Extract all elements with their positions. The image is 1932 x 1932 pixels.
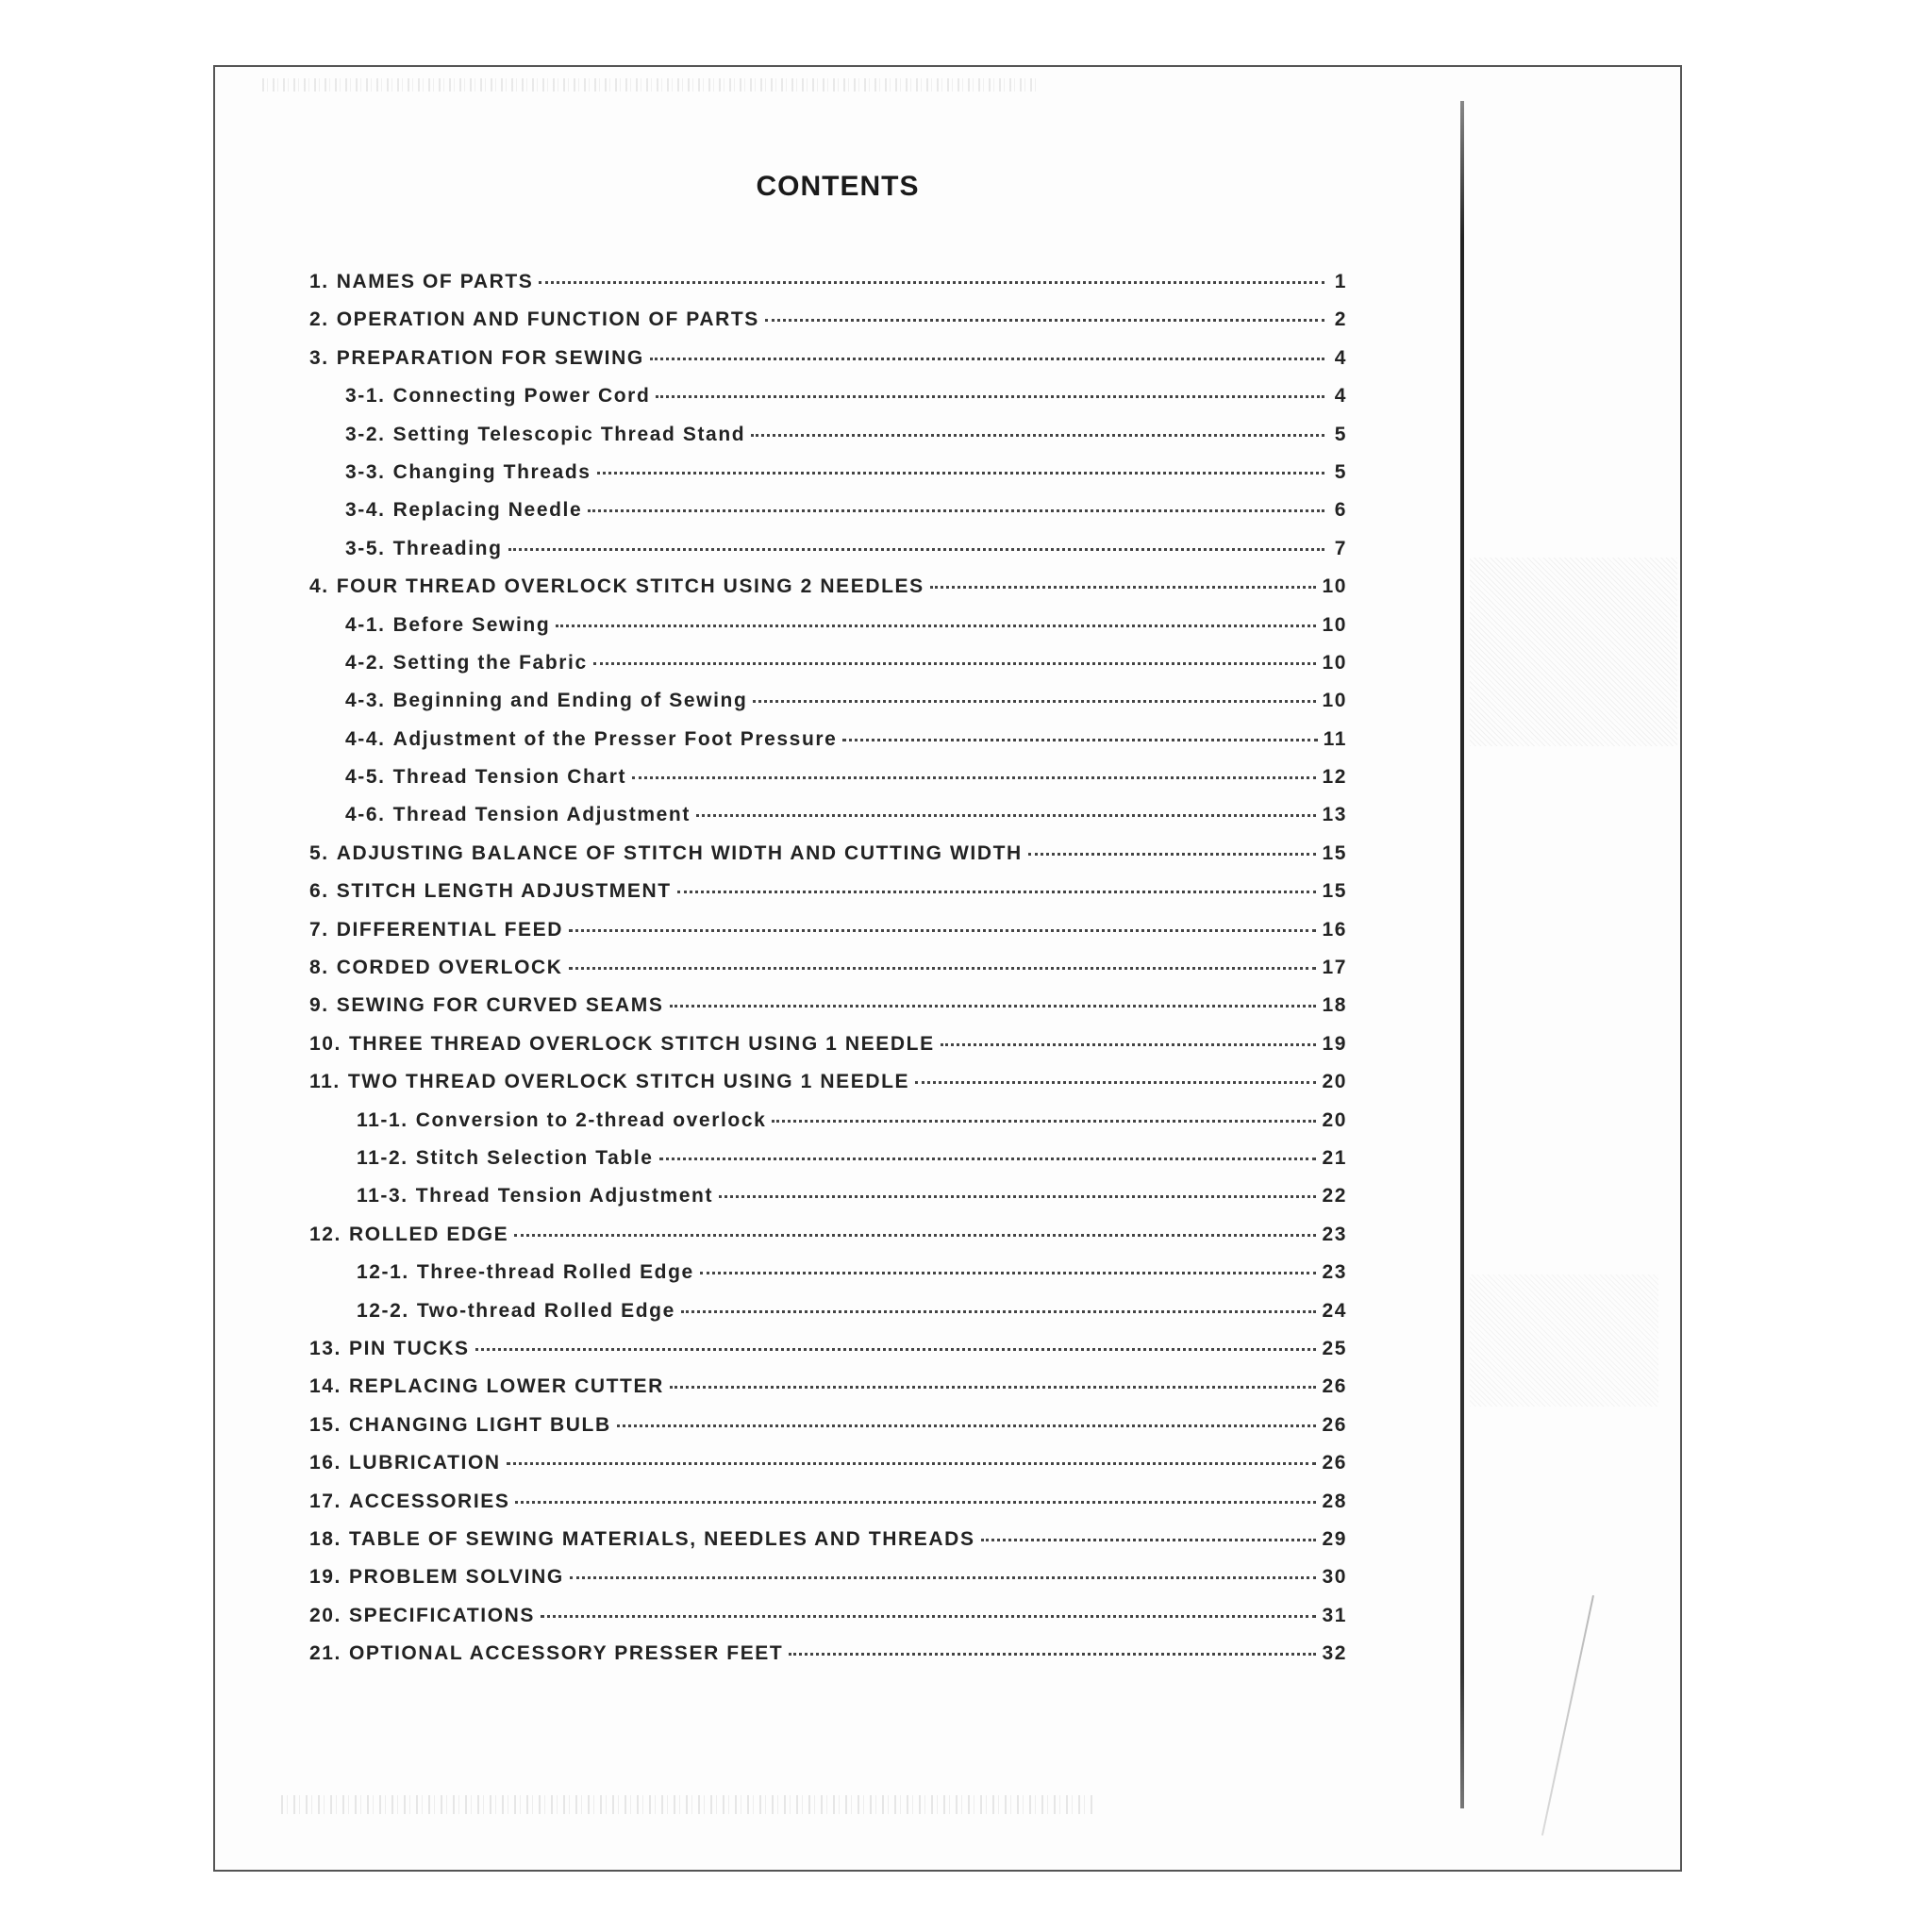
toc-entry	[309, 308, 1347, 346]
toc-entry-page: 17	[1322, 957, 1347, 979]
toc-entry-label: Setting Telescopic Thread Stand	[392, 423, 746, 445]
toc-entry	[309, 690, 1347, 727]
toc-entry-number: 3-5.	[345, 537, 386, 559]
scan-noise-side	[1470, 558, 1677, 746]
toc-entry-page: 12	[1322, 766, 1347, 789]
toc-entry	[309, 1109, 1347, 1147]
toc-entry	[309, 880, 1347, 918]
toc-entry-number: 7.	[309, 918, 329, 941]
toc-entry	[309, 1414, 1347, 1452]
toc-entry-label: Replacing Needle	[392, 499, 583, 522]
toc-dot-leader	[569, 929, 1316, 932]
toc-entry	[309, 1033, 1347, 1071]
toc-entry-label: Thread Tension Adjustment	[415, 1185, 714, 1208]
toc-dot-leader	[981, 1539, 1317, 1541]
toc-dot-leader	[670, 1386, 1317, 1389]
toc-entry-number: 4-1.	[345, 613, 386, 636]
toc-dot-leader	[753, 700, 1316, 703]
toc-entry-label: Setting the Fabric	[392, 651, 588, 674]
toc-entry-number: 11-3.	[357, 1185, 408, 1208]
table-of-contents	[309, 271, 1347, 1680]
toc-entry-number: 18.	[309, 1527, 341, 1550]
toc-entry	[309, 575, 1347, 613]
toc-entry-page: 18	[1322, 994, 1347, 1017]
toc-entry	[309, 1375, 1347, 1413]
toc-entry-label: FOUR THREAD OVERLOCK STITCH USING 2 NEEDLES	[336, 575, 924, 598]
toc-dot-leader	[915, 1081, 1316, 1084]
document-page	[213, 65, 1682, 1872]
toc-entry-page: 26	[1322, 1375, 1347, 1398]
toc-entry-page: 25	[1322, 1337, 1347, 1359]
toc-dot-leader	[930, 586, 1317, 589]
toc-entry-number: 11-2.	[357, 1146, 408, 1169]
toc-entry-number: 12-2.	[357, 1299, 409, 1322]
toc-entry-label: OPTIONAL ACCESSORY PRESSER FEET	[349, 1642, 784, 1665]
toc-entry-label: SPECIFICATIONS	[349, 1604, 536, 1626]
toc-dot-leader	[588, 509, 1324, 512]
toc-entry-number: 4-4.	[345, 727, 386, 750]
toc-dot-leader	[597, 472, 1324, 475]
toc-entry-number: 4-3.	[345, 690, 386, 712]
toc-entry	[309, 1300, 1347, 1338]
toc-entry-label: PIN TUCKS	[349, 1337, 470, 1359]
toc-entry	[309, 614, 1347, 652]
page-edge-line	[1541, 1595, 1594, 1836]
scan-noise-top	[262, 78, 1036, 92]
toc-entry-page: 26	[1322, 1413, 1347, 1436]
toc-entry	[309, 271, 1347, 308]
toc-entry	[309, 1566, 1347, 1604]
toc-entry-label: Connecting Power Cord	[392, 385, 651, 408]
toc-entry-page: 16	[1322, 918, 1347, 941]
toc-dot-leader	[514, 1234, 1316, 1237]
toc-dot-leader	[765, 319, 1324, 322]
toc-entry	[309, 1147, 1347, 1185]
toc-entry	[309, 1491, 1347, 1528]
toc-dot-leader	[941, 1043, 1317, 1046]
toc-entry	[309, 1338, 1347, 1375]
toc-entry-number: 3-1.	[345, 385, 386, 408]
toc-entry-label: Thread Tension Chart	[392, 766, 627, 789]
toc-entry-number: 12-1.	[357, 1261, 409, 1284]
toc-dot-leader	[539, 281, 1324, 284]
scan-noise-side-lower	[1470, 1274, 1658, 1407]
toc-entry-page: 28	[1322, 1490, 1347, 1512]
toc-entry-page: 29	[1322, 1527, 1347, 1550]
toc-entry-label: ADJUSTING BALANCE OF STITCH WIDTH AND CUTTING WIDTH	[336, 841, 1023, 864]
toc-dot-leader	[789, 1653, 1316, 1656]
toc-dot-leader	[842, 739, 1317, 741]
toc-dot-leader	[696, 814, 1316, 817]
toc-entry-page: 15	[1322, 841, 1347, 864]
toc-entry	[309, 385, 1347, 423]
toc-entry	[309, 652, 1347, 690]
toc-dot-leader	[659, 1158, 1317, 1160]
toc-entry-page: 23	[1322, 1223, 1347, 1245]
toc-dot-leader	[475, 1348, 1317, 1351]
toc-entry	[309, 499, 1347, 537]
toc-entry-page: 10	[1322, 575, 1347, 598]
toc-entry-label: ACCESSORIES	[349, 1490, 510, 1512]
toc-dot-leader	[719, 1195, 1316, 1198]
toc-entry-number: 4.	[309, 575, 329, 598]
toc-entry-page: 26	[1322, 1452, 1347, 1474]
toc-entry-page: 10	[1322, 613, 1347, 636]
toc-entry-page: 15	[1322, 880, 1347, 903]
toc-entry-page: 4	[1334, 346, 1347, 369]
toc-entry-label: PROBLEM SOLVING	[349, 1566, 564, 1589]
toc-entry-label: STITCH LENGTH ADJUSTMENT	[336, 880, 672, 903]
toc-entry-number: 4-2.	[345, 651, 386, 674]
toc-entry	[309, 957, 1347, 994]
toc-entry-label: REPLACING LOWER CUTTER	[349, 1375, 664, 1398]
toc-dot-leader	[570, 1576, 1317, 1579]
toc-entry-label: Three-thread Rolled Edge	[416, 1261, 694, 1284]
toc-entry-label: CHANGING LIGHT BULB	[349, 1413, 611, 1436]
toc-entry	[309, 804, 1347, 841]
toc-dot-leader	[772, 1120, 1316, 1123]
toc-entry-label: Adjustment of the Presser Foot Pressure	[392, 727, 838, 750]
toc-entry-number: 11.	[309, 1071, 341, 1093]
toc-dot-leader	[556, 625, 1316, 627]
toc-dot-leader	[515, 1501, 1316, 1504]
toc-entry-number: 13.	[309, 1337, 341, 1359]
toc-entry-number: 9.	[309, 994, 329, 1017]
toc-entry	[309, 919, 1347, 957]
toc-entry-number: 12.	[309, 1223, 341, 1245]
toc-entry-page: 10	[1322, 651, 1347, 674]
toc-dot-leader	[677, 891, 1317, 893]
toc-entry-number: 14.	[309, 1375, 341, 1398]
toc-entry	[309, 424, 1347, 461]
toc-entry-number: 2.	[309, 308, 329, 331]
toc-entry-page: 11	[1323, 727, 1347, 750]
toc-dot-leader	[656, 395, 1324, 398]
toc-entry-number: 3-3.	[345, 460, 386, 483]
toc-entry-label: NAMES OF PARTS	[336, 271, 534, 292]
toc-entry	[309, 1605, 1347, 1642]
toc-entry-number: 11-1.	[357, 1108, 408, 1131]
toc-entry	[309, 1452, 1347, 1490]
toc-dot-leader	[632, 776, 1316, 779]
toc-entry	[309, 1224, 1347, 1261]
toc-entry-number: 5.	[309, 841, 329, 864]
toc-dot-leader	[700, 1272, 1317, 1274]
binding-spine-line	[1460, 101, 1464, 1808]
toc-entry-number: 21.	[309, 1642, 341, 1665]
toc-entry-page: 20	[1322, 1108, 1347, 1131]
toc-entry-page: 30	[1322, 1566, 1347, 1589]
toc-dot-leader	[670, 1005, 1317, 1008]
toc-dot-leader	[681, 1310, 1317, 1313]
toc-entry-page: 4	[1334, 385, 1347, 408]
toc-entry	[309, 538, 1347, 575]
scan-noise-bottom	[281, 1795, 1092, 1814]
toc-entry	[309, 766, 1347, 804]
toc-entry-page: 6	[1334, 499, 1347, 522]
toc-dot-leader	[751, 434, 1324, 437]
toc-entry	[309, 1528, 1347, 1566]
toc-entry-number: 4-5.	[345, 766, 386, 789]
toc-entry	[309, 842, 1347, 880]
toc-entry-label: Two-thread Rolled Edge	[416, 1299, 675, 1322]
toc-entry-number: 3-2.	[345, 423, 386, 445]
toc-entry-page: 5	[1334, 423, 1347, 445]
toc-entry-label: Changing Threads	[392, 460, 591, 483]
toc-entry-label: Conversion to 2-thread overlock	[415, 1108, 767, 1131]
toc-entry-page: 21	[1322, 1146, 1347, 1169]
toc-entry-label: LUBRICATION	[349, 1452, 501, 1474]
toc-entry-page: 2	[1334, 308, 1347, 331]
toc-entry-page: 23	[1322, 1261, 1347, 1284]
toc-entry-page: 20	[1322, 1071, 1347, 1093]
toc-entry	[309, 1642, 1347, 1680]
toc-entry-label: TABLE OF SEWING MATERIALS, NEEDLES AND THREADS	[349, 1527, 975, 1550]
toc-entry-label: Stitch Selection Table	[415, 1146, 654, 1169]
toc-entry-page: 24	[1322, 1299, 1347, 1322]
toc-entry-label: SEWING FOR CURVED SEAMS	[336, 994, 664, 1017]
toc-dot-leader	[650, 358, 1324, 360]
toc-entry-label: Threading	[392, 537, 503, 559]
page-title: CONTENTS	[756, 171, 920, 202]
toc-entry	[309, 1261, 1347, 1299]
toc-entry-label: Thread Tension Adjustment	[392, 804, 691, 826]
toc-dot-leader	[507, 1462, 1317, 1465]
toc-entry-number: 10.	[309, 1032, 341, 1055]
toc-entry-label: DIFFERENTIAL FEED	[336, 918, 564, 941]
toc-entry-label: THREE THREAD OVERLOCK STITCH USING 1 NEEDLE	[349, 1032, 935, 1055]
toc-entry-label: Before Sewing	[392, 613, 551, 636]
toc-entry-page: 5	[1334, 460, 1347, 483]
toc-entry-label: OPERATION AND FUNCTION OF PARTS	[336, 308, 759, 331]
toc-entry-label: CORDED OVERLOCK	[336, 957, 563, 979]
toc-entry-label: TWO THREAD OVERLOCK STITCH USING 1 NEEDLE	[347, 1071, 910, 1093]
toc-entry	[309, 347, 1347, 385]
toc-entry	[309, 994, 1347, 1032]
toc-dot-leader	[593, 662, 1317, 665]
toc-entry-number: 4-6.	[345, 804, 386, 826]
toc-dot-leader	[569, 967, 1317, 970]
toc-entry	[309, 1071, 1347, 1108]
toc-dot-leader	[508, 548, 1325, 551]
toc-entry-number: 15.	[309, 1413, 341, 1436]
toc-entry	[309, 1185, 1347, 1223]
toc-dot-leader	[617, 1424, 1317, 1427]
toc-entry-number: 3.	[309, 346, 329, 369]
toc-entry-label: PREPARATION FOR SEWING	[336, 346, 644, 369]
toc-entry-page: 1	[1334, 271, 1347, 292]
toc-entry-page: 7	[1334, 537, 1347, 559]
toc-dot-leader	[541, 1615, 1316, 1618]
toc-entry-number: 16.	[309, 1452, 341, 1474]
toc-entry-label: ROLLED EDGE	[349, 1223, 509, 1245]
toc-entry-number: 8.	[309, 957, 329, 979]
toc-entry-number: 3-4.	[345, 499, 386, 522]
toc-entry-label: Beginning and Ending of Sewing	[392, 690, 748, 712]
toc-dot-leader	[1028, 853, 1317, 856]
toc-entry	[309, 728, 1347, 766]
toc-entry-page: 32	[1322, 1642, 1347, 1665]
toc-entry-number: 1.	[309, 271, 329, 292]
toc-entry	[309, 461, 1347, 499]
toc-entry-number: 6.	[309, 880, 329, 903]
toc-entry-page: 19	[1322, 1032, 1347, 1055]
toc-entry-page: 22	[1322, 1185, 1347, 1208]
toc-entry-page: 10	[1322, 690, 1347, 712]
toc-entry-number: 17.	[309, 1490, 341, 1512]
toc-entry-page: 31	[1322, 1604, 1347, 1626]
toc-entry-page: 13	[1322, 804, 1347, 826]
toc-entry-number: 19.	[309, 1566, 341, 1589]
toc-entry-number: 20.	[309, 1604, 341, 1626]
